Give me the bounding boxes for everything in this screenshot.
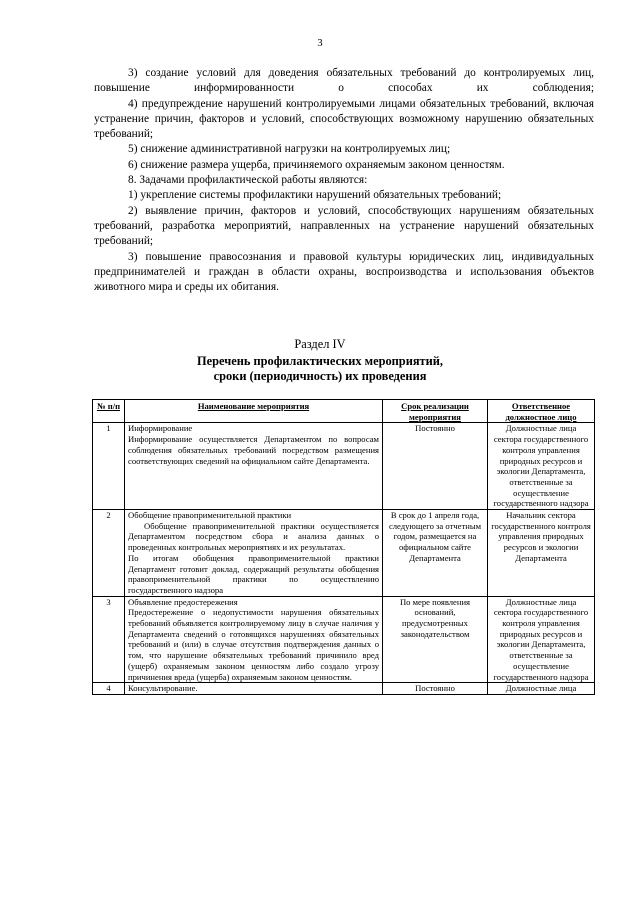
header-term: Срок реализации мероприятия [383, 400, 488, 423]
table-row [93, 510, 595, 597]
measure-desc: По итогам обобщения правоприменительной практики Департамент готовит доклад, содержащий результаты обобщения правоприменительной практики по осуществлению государственного надзора [128, 552, 379, 595]
measure-title: Консультирование. [128, 683, 198, 694]
paragraph: 6) снижение размера ущерба, причиняемого охраняемым законом ценностям. [128, 158, 505, 171]
row-measure [125, 596, 383, 683]
paragraph: 1) укрепление системы профилактики нарушений обязательных требований; [128, 189, 502, 202]
paragraph: 3) создание условий для доведения обязательных требований до контролируемых лиц, повышение информированности о способах их соблюдения; [94, 67, 594, 95]
row-responsible: Должностные лица [488, 683, 595, 695]
paragraph: 5) снижение административной нагрузки на контролируемых лиц; [128, 143, 451, 156]
header-responsible: Ответственное должностное лицо [488, 400, 595, 423]
row-num: 1 [93, 423, 125, 510]
measure-title: Информирование [128, 423, 193, 434]
page-number: 3 [317, 38, 323, 49]
measures-table [92, 399, 595, 695]
measure-title: Обобщение правоприменительной практики [128, 510, 292, 521]
table-header-row [93, 400, 595, 423]
row-term: По мере появления оснований, предусмотренных законодательством [383, 596, 488, 683]
row-num: 4 [93, 683, 125, 695]
row-term: Постоянно [383, 423, 488, 510]
paragraph: 4) предупреждение нарушений контролируемыми лицами обязательных требований, включая устранение причин, факторов и условий, способствующих возможному нарушению обязательных требований; [94, 97, 594, 141]
table-row [93, 596, 595, 683]
table-row [93, 423, 595, 510]
table-row [93, 683, 595, 695]
row-measure [125, 683, 383, 695]
paragraph: 8. Задачами профилактической работы являются: [128, 174, 368, 187]
row-term: Постоянно [383, 683, 488, 695]
measure-title: Объявление предостережения [128, 596, 238, 607]
header-num: № п/п [93, 400, 125, 423]
row-measure [125, 510, 383, 597]
section-heading [0, 337, 640, 385]
row-responsible: Должностные лица сектора государственного контроля управления природных ресурсов и экологии Департамента, ответственные за осуществление государственного надзора [488, 423, 595, 510]
row-num: 3 [93, 596, 125, 683]
measure-desc: Предостережение о недопустимости нарушения обязательных требований объявляется контролируемому лицу в случае наличия у Департамента сведений о готовящихся нарушениях обязательных требований и (или) в случае отсутствия подтверждения данных о том, что нарушение обязательных требований причинило вред (ущерб) охраняемым законом ценностям либо создало угрозу причинения вреда (ущерба) охраняемым законом ценностям. [128, 607, 379, 682]
row-term: В срок до 1 апреля года, следующего за отчетным годом, размещается на официальном сайте Департамента [383, 510, 488, 597]
header-name: Наименование мероприятия [125, 400, 383, 423]
measure-desc: Информирование осуществляется Департаментом по вопросам соблюдения обязательных требований посредством размещения соответствующих сведений на официальном сайте Департамента. [128, 434, 379, 466]
paragraph: 3) повышение правосознания и правовой культуры юридических лиц, индивидуальных предпринимателей и граждан в области охраны, воспроизводства и использования объектов животного мира и среды их обитания. [94, 250, 594, 294]
section-title-line-1: Перечень профилактических мероприятий, [196, 353, 443, 368]
section-title-line-2: сроки (периодичность) их проведения [213, 369, 427, 383]
row-num: 2 [93, 510, 125, 597]
section-label: Раздел IV [294, 337, 346, 351]
row-responsible: Начальник сектора государственного контроля управления природных ресурсов и экологии Департамента [488, 510, 595, 597]
paragraph: 2) выявление причин, факторов и условий, способствующих нарушениям обязательных требований, разработка мероприятий, направленных на устранение нарушений обязательных требований; [94, 204, 594, 248]
row-responsible: Должностные лица сектора государственного контроля управления природных ресурсов и экологии Департамента, ответственные за осуществление государственного надзора [488, 596, 595, 683]
row-measure [125, 423, 383, 510]
body-text [94, 66, 594, 295]
measure-desc: Обобщение правоприменительной практики осуществляется Департаментом посредством сбора и анализа данных о проведенных контрольных мероприятиях и их результатах. [128, 520, 379, 553]
